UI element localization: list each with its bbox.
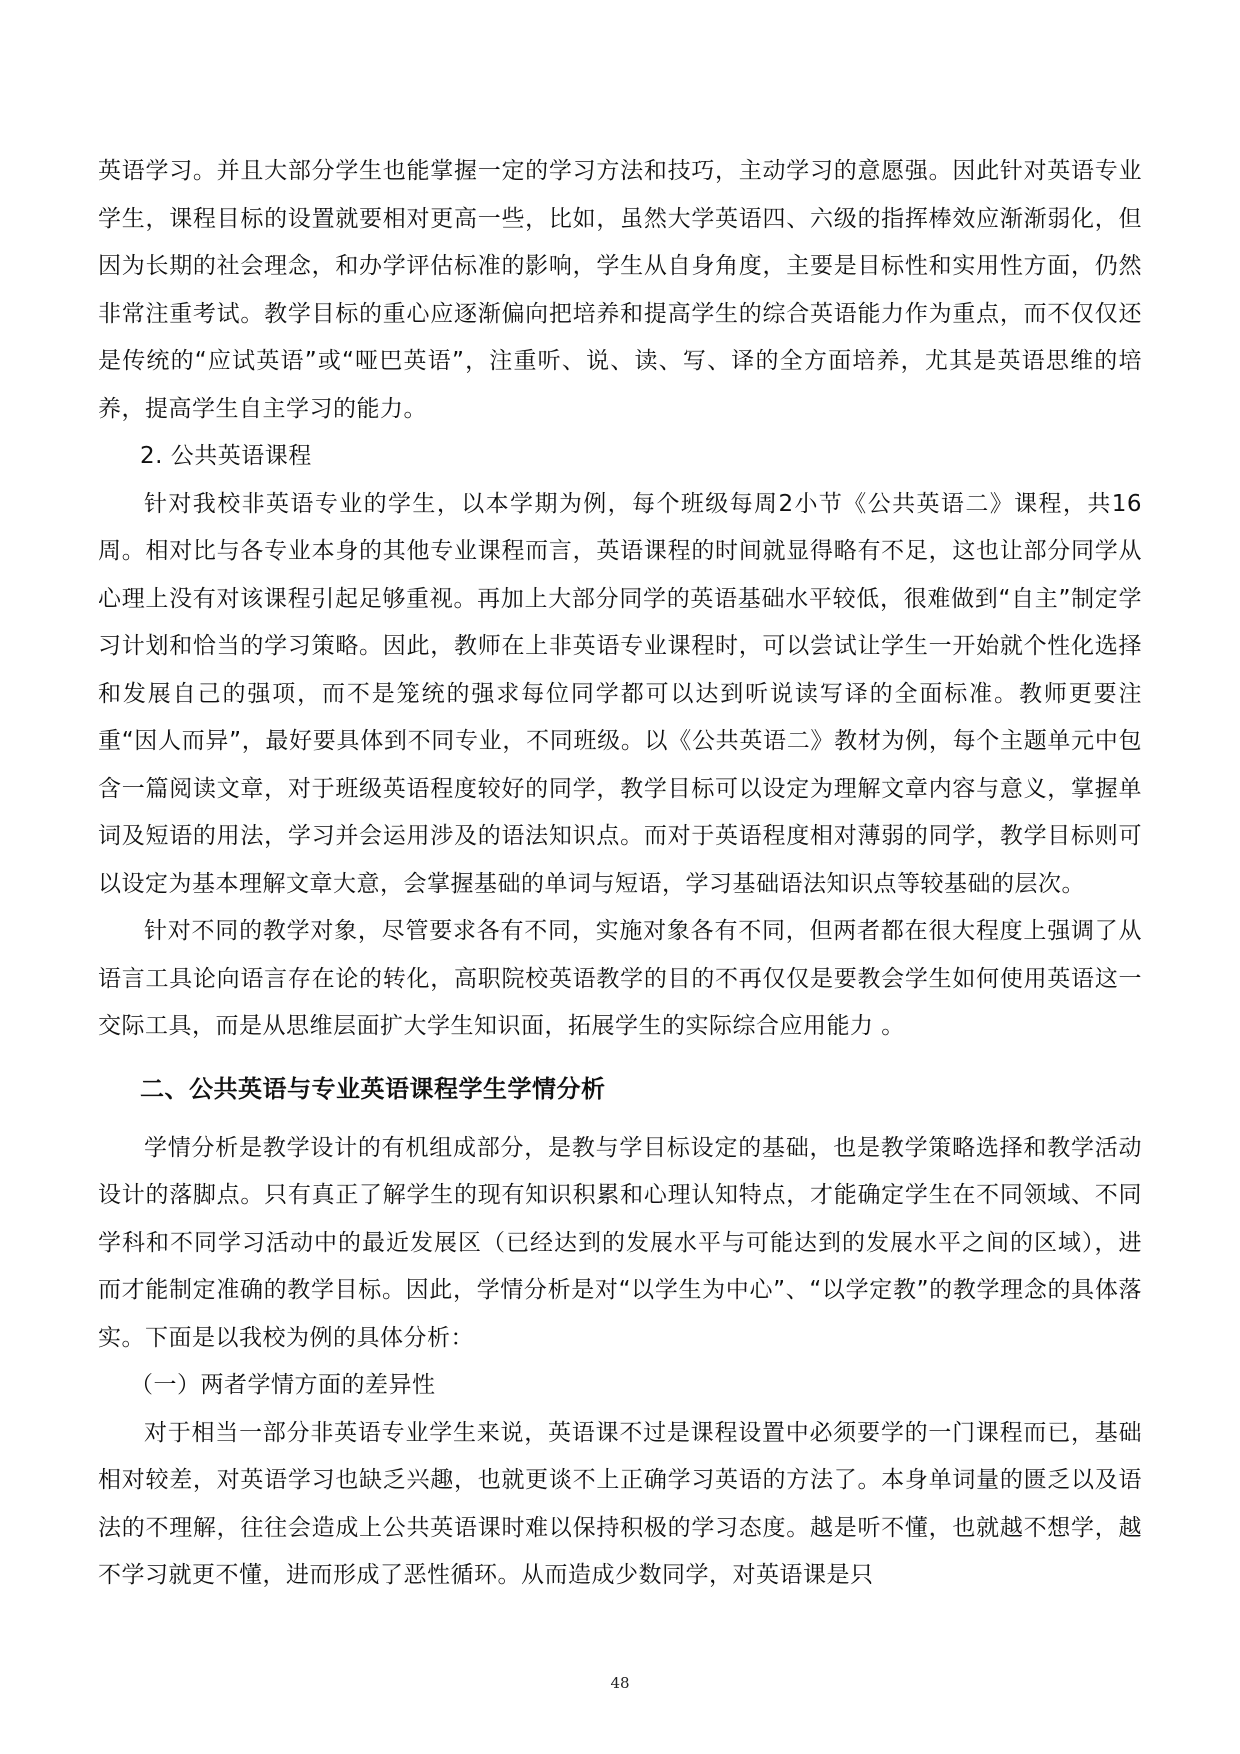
- paragraph-continuation: 英语学习。并且大部分学生也能掌握一定的学习方法和技巧，主动学习的意愿强。因此针对英语专业学生，课程目标的设置就要相对更高一些，比如，虽然大学英语四、六级的指挥棒效应渐渐弱化，但因为长期的社会理念，和办学评估标准的影响，学生从自身角度，主要是目标性和实用性方面，仍然非常注重考试。教学目标的重心应逐渐偏向把培养和提高学生的综合英语能力作为重点，而不仅仅还是传统的“应试英语”或“哑巴英语”，注重听、说、读、写、译的全方面培养，尤其是英语思维的培养，提高学生自主学习的能力。: [98, 158, 1142, 422]
- page-number: 48: [610, 1674, 630, 1692]
- document-page: [98, 148, 1142, 1600]
- paragraph-learning-analysis: 学情分析是教学设计的有机组成部分，是教与学目标设定的基础，也是教学策略选择和教学活动设计的落脚点。只有真正了解学生的现有知识积累和心理认知特点，才能确定学生在不同领域、不同学科和不同学习活动中的最近发展区（已经达到的发展水平与可能达到的发展水平之间的区域），进而才能制定准确的教学目标。因此，学情分析是对“以学生为中心”、“以学定教”的教学理念的具体落实。下面是以我校为例的具体分析：: [98, 1134, 1142, 1351]
- section-heading: 二、公共英语与专业英语课程学生学情分析: [140, 1074, 606, 1103]
- paragraph-public-english: 针对我校非英语专业的学生，以本学期为例，每个班级每周2小节《公共英语二》课程，共16周。相对比与各专业本身的其他专业课程而言，英语课程的时间就显得略有不足，这也让部分同学从心理上没有对该课程引起足够重视。再加上大部分同学的英语基础水平较低，很难做到“自主”制定学习计划和恰当的学习策略。因此，教师在上非英语专业课程时，可以尝试让学生一开始就个性化选择和发展自己的强项，而不是笼统的强求每位同学都可以达到听说读写译的全面标准。教师更要注重“因人而异”，最好要具体到不同专业，不同班级。以《公共英语二》教材为例，每个主题单元中包含一篇阅读文章，对于班级英语程度较好的同学，教学目标可以设定为理解文章内容与意义，掌握单词及短语的用法，学习并会运用涉及的语法知识点。而对于英语程度相对薄弱的同学，教学目标则可以设定为基本理解文章大意，会掌握基础的单词与短语，学习基础语法知识点等较基础的层次。: [98, 490, 1142, 897]
- subsection-title-differences: （一）两者学情方面的差异性: [130, 1372, 436, 1398]
- paragraph-non-english-majors: 对于相当一部分非英语专业学生来说，英语课不过是课程设置中必须要学的一门课程而已，基础相对较差，对英语学习也缺乏兴趣，也就更谈不上正确学习英语的方法了。本身单词量的匮乏以及语法的不理解，往往会造成上公共英语课时难以保持积极的学习态度。越是听不懂，也就越不想学，越不学习就更不懂，进而形成了恶性循环。从而造成少数同学，对英语课是只: [98, 1419, 1142, 1588]
- subsection-title-public-english: 2. 公共英语课程: [140, 443, 312, 469]
- paragraph-comparison: 针对不同的教学对象，尽管要求各有不同，实施对象各有不同，但两者都在很大程度上强调了从语言工具论向语言存在论的转化，高职院校英语教学的目的不再仅仅是要教会学生如何使用英语这一交际工具，而是从思维层面扩大学生知识面，拓展学生的实际综合应用能力 。: [98, 918, 1142, 1039]
